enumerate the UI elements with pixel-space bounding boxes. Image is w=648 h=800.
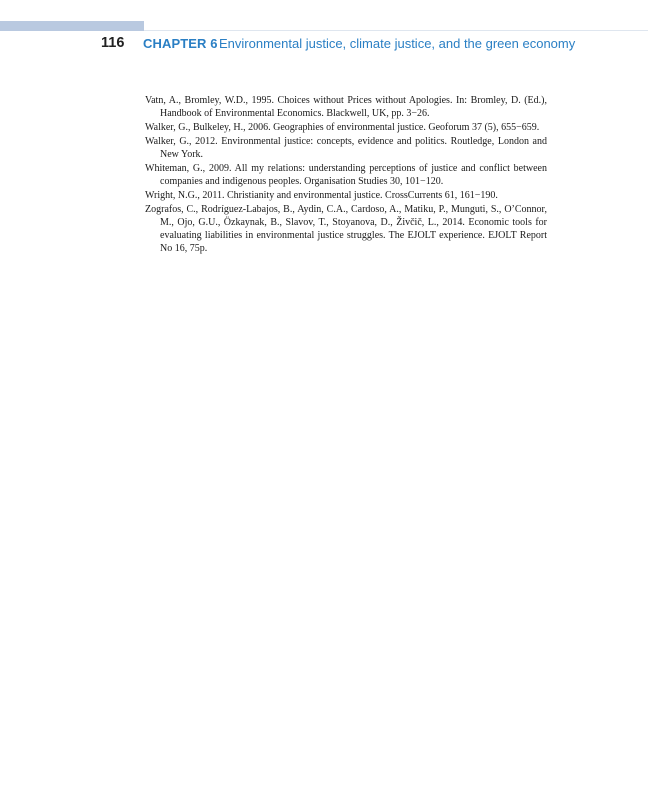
page-number: 116: [101, 35, 125, 51]
reference-entry: Vatn, A., Bromley, W.D., 1995. Choices without Prices without Apologies. In: Bromley, D. (Ed.), Handbook of Environmental Economics. Blackwell, UK, pp. 3−26.: [145, 95, 547, 119]
header-accent-bar: [0, 21, 144, 31]
reference-entry: Walker, G., Bulkeley, H., 2006. Geographies of environmental justice. Geoforum 37 (5), 655−659.: [145, 122, 540, 133]
reference-entry: Whiteman, G., 2009. All my relations: understanding perceptions of justice and conflict between companies and indigenous peoples. Organisation Studies 30, 101−120.: [145, 163, 547, 187]
running-head: [0, 35, 648, 53]
header-rule: [144, 30, 648, 31]
reference-entry: Zografos, C., Rodríguez-Labajos, B., Aydin, C.A., Cardoso, A., Matiku, P., Munguti, S., O’Connor, M., Ojo, G.U., Özkaynak, B., Slavov, T., Stoyanova, D., Živčič, L., 2014. Economic tools for evaluating liabilities in environmental justice struggles. The EJOLT experience. EJOLT Report No 16, 75p.: [145, 204, 547, 254]
reference-entry: Walker, G., 2012. Environmental justice: concepts, evidence and politics. Routledge, London and New York.: [145, 136, 547, 160]
reference-entry: Wright, N.G., 2011. Christianity and environmental justice. CrossCurrents 61, 161−190.: [145, 190, 498, 201]
chapter-label: CHAPTER 6: [143, 36, 218, 51]
chapter-title: Environmental justice, climate justice, and the green economy: [219, 36, 576, 51]
reference-list: [145, 94, 547, 256]
